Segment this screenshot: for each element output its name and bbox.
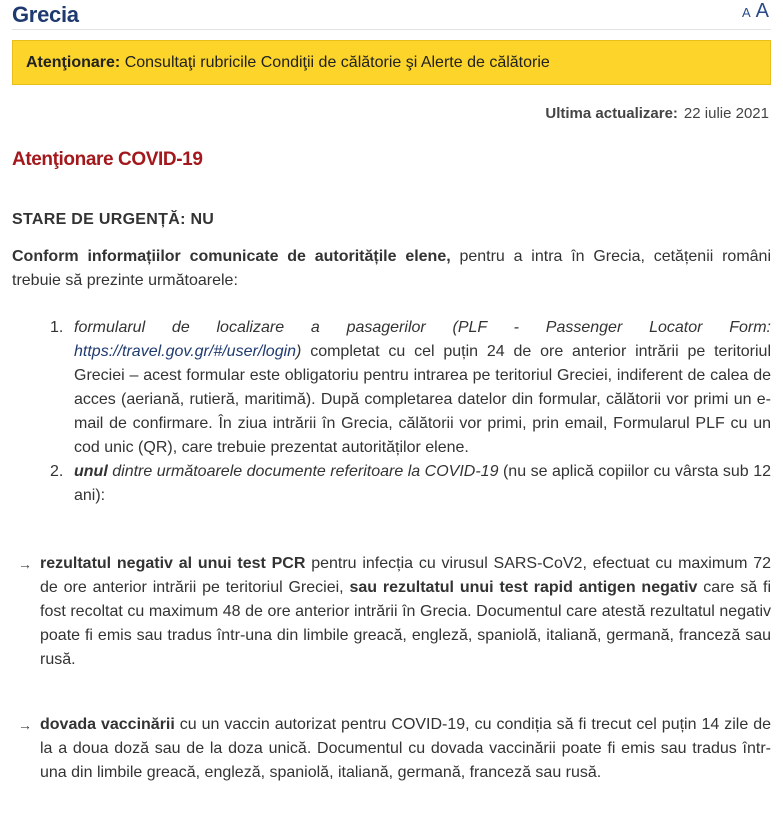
- increase-font-button[interactable]: A: [755, 0, 769, 22]
- header-divider: [12, 29, 771, 30]
- travel-alert-banner: [12, 40, 771, 85]
- antigen-text: care să fi fost recoltat cu maximum 48 de ore anterior intrării în Grecia. Documentul care atestă rezultatul negativ poate fi emis sau tradus într-una din limbile greacă, engleză, spaniolă, italiană, germană, franceză sau rusă.: [40, 579, 772, 668]
- list-number: 1.: [50, 319, 64, 336]
- font-size-controls: [742, 0, 769, 23]
- list-number: 2.: [50, 463, 64, 480]
- alert-text: Consultaţi rubricile Condiţii de călătorie şi Alerte de călătorie: [124, 54, 550, 71]
- plf-italic: formularul de localizare a pasagerilor (PLF - Passenger Locator Form:: [74, 319, 771, 336]
- pcr-test-paragraph: [40, 552, 771, 672]
- one-of-bold: unul: [74, 463, 108, 480]
- page-title: Grecia: [12, 2, 79, 27]
- pcr-text: pentru infecția cu virusul SARS-CoV2, efectuat cu maximum 72 de ore anterior intrării pe teritoriul Greciei,: [40, 555, 772, 596]
- last-updated-label: Ultima actualizare:: [545, 105, 678, 122]
- documents-italic: dintre următoarele documente referitoare la COVID-19: [107, 463, 499, 480]
- intro-paragraph: [12, 245, 771, 293]
- vaccination-paragraph: [40, 713, 771, 785]
- arrow-right-icon: →: [18, 556, 32, 572]
- covid-section-title: Atenţionare COVID-19: [12, 149, 203, 170]
- list-item: [50, 316, 771, 460]
- alert-label: Atenţionare:: [26, 54, 121, 71]
- last-updated: [545, 105, 769, 122]
- arrow-right-icon: →: [18, 717, 32, 733]
- vaccination-text: cu un vaccin autorizat pentru COVID-19, cu condiția să fi trecut cel puțin 14 zile de la a doua doză sau de la doza unică. Documentul cu dovada vaccinării poate fi emis sau tradus într-una din limbile greacă, engleză, spaniolă, italiană, germană, franceză sau rusă.: [40, 716, 771, 781]
- last-updated-date: 22 iulie 2021: [683, 105, 769, 122]
- plf-italic-close: ): [296, 343, 302, 360]
- antigen-bold: sau rezultatul unui test rapid antigen negativ: [349, 579, 698, 596]
- decrease-font-button[interactable]: A: [741, 5, 751, 20]
- vaccination-bold: dovada vaccinării: [40, 716, 175, 733]
- requirements-list: [50, 316, 772, 508]
- intro-bold: Conform informațiilor comunicate de autoritățile elene,: [12, 248, 451, 265]
- pcr-bold: rezultatul negativ al unui test PCR: [40, 555, 306, 572]
- emergency-status: STARE DE URGENȚĂ: NU: [12, 211, 215, 228]
- documents-text: (nu se aplică copiilor cu vârsta sub 12 ani):: [74, 463, 772, 504]
- plf-text: completat cu cel puțin 24 de ore anterior intrării pe teritoriul Greciei – acest formular este obligatoriu pentru intrarea pe teritoriul Greciei, indiferent de calea de acces (aeriană, rutieră, maritimă). După completarea datelor din formular, călătorii vor primi un e-mail de confirmare. În ziua intrării în Grecia, călătorii vor primi, prin email, Formularul PLF cu un cod unic (QR), care trebuie prezentat autorităților elene.: [74, 343, 771, 456]
- intro-text: pentru a intra în Grecia, cetățenii români trebuie să prezinte următoarele:: [12, 248, 771, 289]
- plf-link[interactable]: https://travel.gov.gr/#/user/login: [74, 343, 297, 360]
- list-item: [50, 460, 772, 508]
